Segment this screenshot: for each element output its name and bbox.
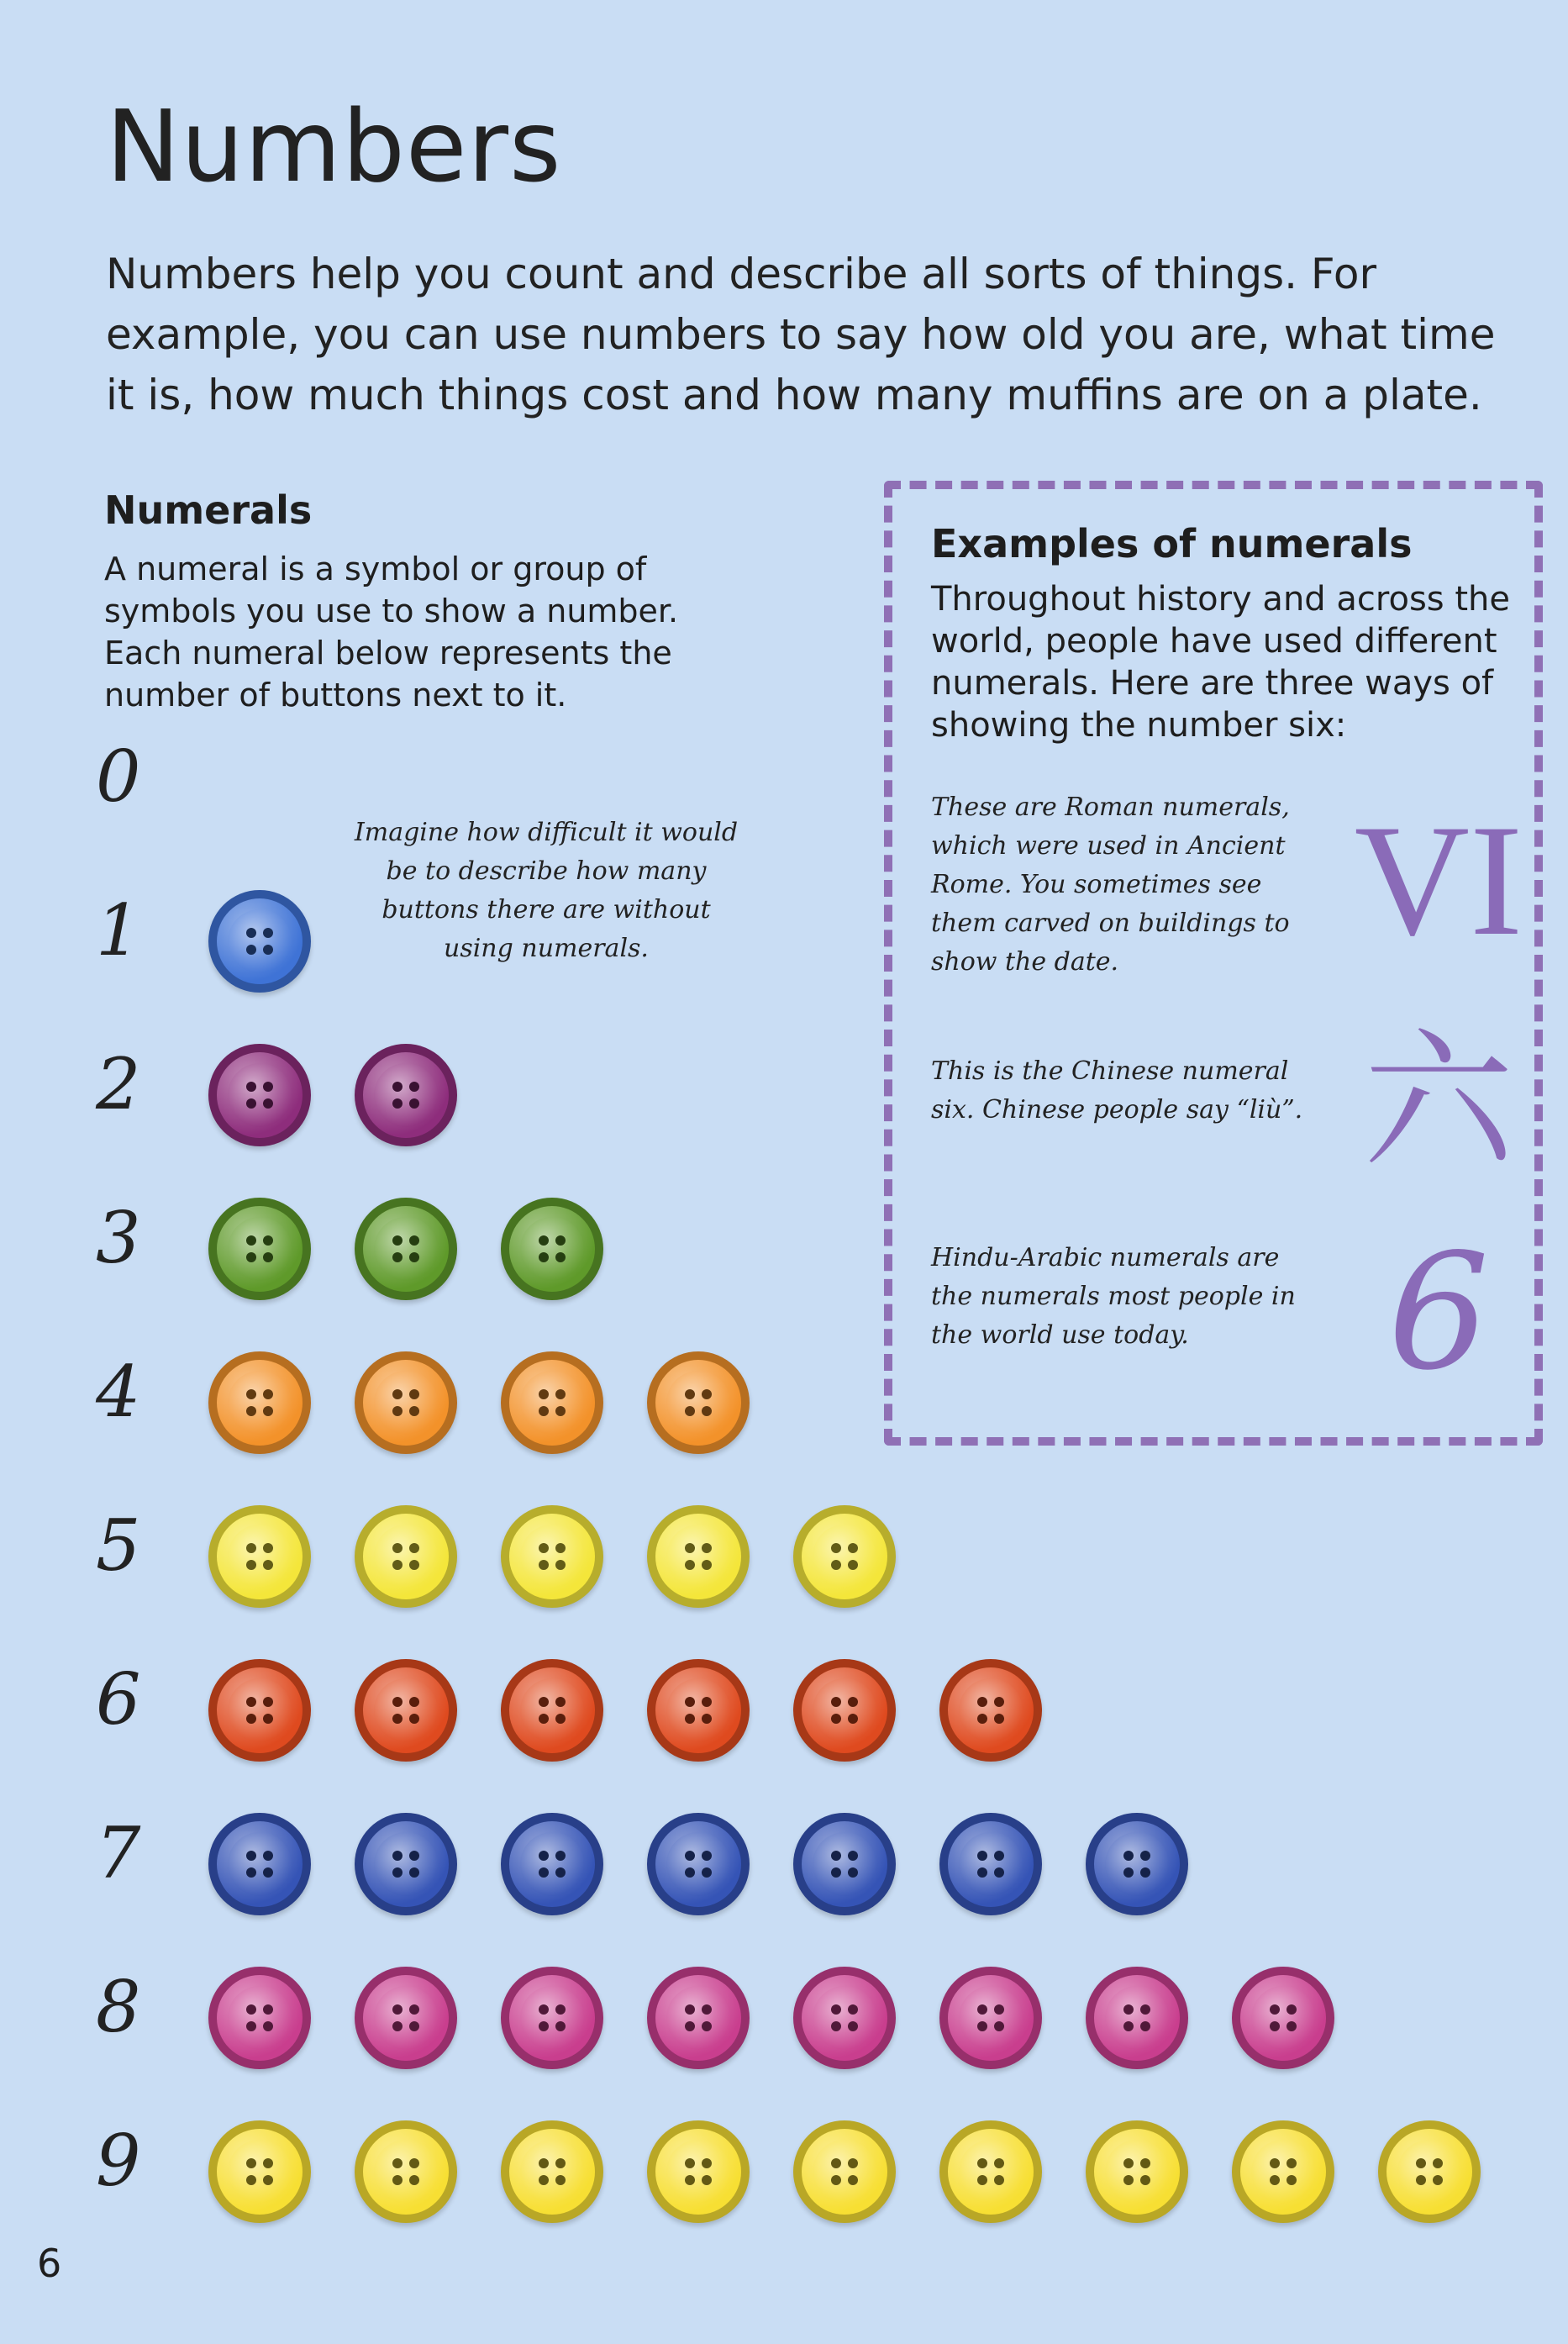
button-hole xyxy=(977,1697,987,1707)
button-center xyxy=(666,1678,730,1742)
button-hole xyxy=(685,2158,695,2168)
button-center xyxy=(228,1832,292,1896)
button-icon xyxy=(939,1813,1042,1915)
button-center xyxy=(228,1063,292,1127)
button-hole xyxy=(977,2004,987,2015)
button-hole xyxy=(1140,2004,1150,2015)
button-icon xyxy=(647,1505,750,1608)
button-icon xyxy=(501,1351,603,1454)
button-center xyxy=(1105,2140,1169,2204)
button-hole xyxy=(1123,2021,1134,2031)
button-center xyxy=(959,1832,1023,1896)
button-hole xyxy=(409,1098,419,1109)
button-hole xyxy=(392,1389,403,1399)
button-hole xyxy=(246,945,256,955)
button-hole xyxy=(1270,2175,1280,2185)
button-hole xyxy=(555,1697,566,1707)
button-icon xyxy=(793,1505,896,1608)
button-center xyxy=(813,1832,876,1896)
button-hole xyxy=(246,2175,256,2185)
button-icon xyxy=(355,1198,457,1300)
button-hole xyxy=(994,1851,1004,1861)
button-hole xyxy=(702,1406,712,1416)
button-hole xyxy=(392,1851,403,1861)
button-center xyxy=(520,1371,584,1435)
button-hole xyxy=(702,2158,712,2168)
button-hole xyxy=(831,2175,841,2185)
button-hole xyxy=(702,1560,712,1570)
button-hole xyxy=(263,945,273,955)
button-hole xyxy=(831,1697,841,1707)
button-hole xyxy=(702,1851,712,1861)
button-hole xyxy=(555,2021,566,2031)
button-icon xyxy=(208,1967,311,2069)
button-hole xyxy=(848,2021,858,2031)
button-center xyxy=(520,1217,584,1281)
button-hole xyxy=(539,1560,549,1570)
button-icon xyxy=(647,2120,750,2223)
button-hole xyxy=(555,1406,566,1416)
button-hole xyxy=(685,1543,695,1553)
button-center xyxy=(520,1525,584,1588)
button-hole xyxy=(246,1252,256,1262)
button-icon xyxy=(501,1813,603,1915)
button-hole xyxy=(539,1867,549,1878)
button-hole xyxy=(246,1098,256,1109)
button-center xyxy=(666,2140,730,2204)
button-hole xyxy=(685,1389,695,1399)
button-hole xyxy=(994,1714,1004,1724)
button-icon xyxy=(1086,2120,1188,2223)
button-icon xyxy=(355,1351,457,1454)
button-hole xyxy=(1123,1867,1134,1878)
button-hole xyxy=(409,2158,419,2168)
button-hole xyxy=(977,2158,987,2168)
button-hole xyxy=(539,1714,549,1724)
button-hole xyxy=(392,2004,403,2015)
button-hole xyxy=(685,1714,695,1724)
examples-heading: Examples of numerals xyxy=(931,521,1413,566)
button-hole xyxy=(409,1851,419,1861)
row-digit-2: 2 xyxy=(96,1043,141,1125)
button-hole xyxy=(1140,2021,1150,2031)
intro-paragraph: Numbers help you count and describe all sorts of things. For example, you can use numbers to say how old you are, what time it is, how much things cost and how many muffins are on a plate. xyxy=(106,250,1496,419)
button-hole xyxy=(685,1406,695,1416)
button-hole xyxy=(977,1867,987,1878)
button-hole xyxy=(392,1543,403,1553)
button-hole xyxy=(848,2158,858,2168)
button-hole xyxy=(539,1389,549,1399)
button-center xyxy=(813,1678,876,1742)
button-hole xyxy=(539,1252,549,1262)
button-center xyxy=(228,1678,292,1742)
button-hole xyxy=(263,1851,273,1861)
button-center xyxy=(374,1371,438,1435)
button-hole xyxy=(555,1543,566,1553)
button-hole xyxy=(994,1867,1004,1878)
button-hole xyxy=(263,2004,273,2015)
button-icon xyxy=(208,1659,311,1762)
button-hole xyxy=(1286,2004,1297,2015)
button-hole xyxy=(409,1389,419,1399)
button-hole xyxy=(246,1851,256,1861)
button-hole xyxy=(1123,1851,1134,1861)
button-hole xyxy=(392,1082,403,1092)
button-icon xyxy=(208,1198,311,1300)
button-center xyxy=(666,1525,730,1588)
examples-box xyxy=(884,481,1543,1446)
button-center xyxy=(1251,1986,1315,2050)
button-hole xyxy=(685,1867,695,1878)
button-icon xyxy=(793,1659,896,1762)
button-hole xyxy=(555,2158,566,2168)
button-hole xyxy=(555,1389,566,1399)
button-hole xyxy=(555,1560,566,1570)
button-hole xyxy=(409,2004,419,2015)
button-hole xyxy=(246,1714,256,1724)
button-hole xyxy=(263,1235,273,1246)
button-hole xyxy=(685,2021,695,2031)
button-hole xyxy=(1416,2175,1426,2185)
page-number: 6 xyxy=(37,2241,62,2286)
button-hole xyxy=(1123,2175,1134,2185)
button-icon xyxy=(355,1505,457,1608)
button-icon xyxy=(501,2120,603,2223)
button-hole xyxy=(848,1560,858,1570)
chinese-numeral-glyph: 六 xyxy=(1362,1014,1514,1190)
button-icon xyxy=(208,890,311,993)
button-center xyxy=(520,1678,584,1742)
button-hole xyxy=(1286,2021,1297,2031)
button-center xyxy=(374,1217,438,1281)
button-hole xyxy=(555,1714,566,1724)
button-icon xyxy=(501,1659,603,1762)
button-hole xyxy=(977,2021,987,2031)
button-hole xyxy=(1286,2158,1297,2168)
numerals-heading: Numerals xyxy=(104,487,313,533)
row-digit-9: 9 xyxy=(96,2120,141,2202)
button-hole xyxy=(685,2004,695,2015)
button-icon xyxy=(501,1505,603,1608)
button-hole xyxy=(246,2021,256,2031)
button-hole xyxy=(263,2158,273,2168)
button-icon xyxy=(939,1967,1042,2069)
button-hole xyxy=(555,1252,566,1262)
button-hole xyxy=(994,2021,1004,2031)
button-icon xyxy=(208,1044,311,1146)
button-center xyxy=(228,1986,292,2050)
button-center xyxy=(1251,2140,1315,2204)
button-hole xyxy=(831,2021,841,2031)
chinese-example-text: This is the Chinese numeral six. Chinese people say “liù”. xyxy=(931,1056,1303,1125)
button-icon xyxy=(1232,2120,1334,2223)
button-hole xyxy=(246,1697,256,1707)
button-hole xyxy=(831,1543,841,1553)
row-digit-0: 0 xyxy=(96,735,141,818)
button-hole xyxy=(409,1235,419,1246)
button-hole xyxy=(392,1560,403,1570)
button-hole xyxy=(246,1543,256,1553)
button-hole xyxy=(246,2004,256,2015)
button-hole xyxy=(263,1543,273,1553)
button-center xyxy=(666,1371,730,1435)
roman-numeral-glyph: VI xyxy=(1354,793,1523,969)
button-hole xyxy=(539,2158,549,2168)
button-center xyxy=(1397,2140,1461,2204)
button-hole xyxy=(685,1560,695,1570)
button-hole xyxy=(392,2175,403,2185)
button-hole xyxy=(409,1252,419,1262)
button-icon xyxy=(208,1813,311,1915)
button-center xyxy=(666,1986,730,2050)
button-hole xyxy=(702,1867,712,1878)
button-hole xyxy=(848,1851,858,1861)
row-digit-1: 1 xyxy=(96,889,141,972)
button-hole xyxy=(392,1714,403,1724)
row-digit-8: 8 xyxy=(96,1966,141,2048)
button-hole xyxy=(409,1543,419,1553)
button-hole xyxy=(702,2021,712,2031)
row-digit-7: 7 xyxy=(96,1812,141,1894)
button-hole xyxy=(831,2004,841,2015)
button-hole xyxy=(263,1867,273,1878)
button-hole xyxy=(409,1867,419,1878)
button-center xyxy=(1105,1986,1169,2050)
button-center xyxy=(813,2140,876,2204)
button-hole xyxy=(994,2158,1004,2168)
button-hole xyxy=(539,1235,549,1246)
button-hole xyxy=(1416,2158,1426,2168)
button-center xyxy=(228,1525,292,1588)
button-icon xyxy=(793,2120,896,2223)
button-hole xyxy=(1140,1851,1150,1861)
button-hole xyxy=(994,2004,1004,2015)
button-hole xyxy=(392,1406,403,1416)
roman-example-text: These are Roman numerals, which were used in Ancient Rome. You sometimes see them carved on buildings to show the date. xyxy=(931,793,1290,977)
button-icon xyxy=(939,1659,1042,1762)
button-hole xyxy=(263,1714,273,1724)
button-hole xyxy=(246,1406,256,1416)
button-hole xyxy=(848,1543,858,1553)
button-hole xyxy=(392,2021,403,2031)
button-hole xyxy=(1123,2158,1134,2168)
button-center xyxy=(228,2140,292,2204)
button-hole xyxy=(263,1697,273,1707)
button-hole xyxy=(246,2158,256,2168)
button-icon xyxy=(355,1967,457,2069)
button-icon xyxy=(208,1505,311,1608)
button-hole xyxy=(831,1560,841,1570)
button-hole xyxy=(263,1406,273,1416)
button-hole xyxy=(977,1714,987,1724)
button-center xyxy=(374,1832,438,1896)
button-hole xyxy=(246,1389,256,1399)
button-hole xyxy=(409,1714,419,1724)
button-hole xyxy=(1433,2158,1443,2168)
button-hole xyxy=(977,1851,987,1861)
button-hole xyxy=(1270,2158,1280,2168)
button-hole xyxy=(539,2021,549,2031)
row-digit-3: 3 xyxy=(96,1197,141,1279)
button-hole xyxy=(539,2175,549,2185)
button-icon xyxy=(1232,1967,1334,2069)
row-digit-4: 4 xyxy=(96,1351,141,1433)
button-center xyxy=(374,2140,438,2204)
row-digit-6: 6 xyxy=(96,1658,141,1741)
button-hole xyxy=(392,2158,403,2168)
button-hole xyxy=(1123,2004,1134,2015)
button-hole xyxy=(685,2175,695,2185)
examples-body: Throughout history and across the world, people have used different numerals. Here are three ways of showing the number six: xyxy=(931,580,1510,745)
button-icon xyxy=(355,1044,457,1146)
button-hole xyxy=(263,1560,273,1570)
button-hole xyxy=(409,1697,419,1707)
button-hole xyxy=(392,1252,403,1262)
button-hole xyxy=(848,2004,858,2015)
button-hole xyxy=(392,1098,403,1109)
button-hole xyxy=(831,1714,841,1724)
button-icon xyxy=(1086,1967,1188,2069)
button-center xyxy=(959,1678,1023,1742)
button-hole xyxy=(539,2004,549,2015)
button-icon xyxy=(501,1967,603,2069)
button-hole xyxy=(702,1714,712,1724)
button-hole xyxy=(848,1714,858,1724)
button-hole xyxy=(848,2175,858,2185)
button-hole xyxy=(246,1560,256,1570)
button-center xyxy=(374,1525,438,1588)
button-hole xyxy=(263,2021,273,2031)
button-center xyxy=(813,1986,876,2050)
button-center xyxy=(228,1217,292,1281)
button-hole xyxy=(1140,2158,1150,2168)
button-icon xyxy=(208,2120,311,2223)
button-hole xyxy=(702,1389,712,1399)
button-hole xyxy=(685,1851,695,1861)
button-center xyxy=(959,2140,1023,2204)
button-hole xyxy=(1140,1867,1150,1878)
button-hole xyxy=(831,1867,841,1878)
button-icon xyxy=(355,1813,457,1915)
button-hole xyxy=(246,928,256,938)
button-hole xyxy=(994,2175,1004,2185)
button-hole xyxy=(555,2004,566,2015)
button-hole xyxy=(1270,2004,1280,2015)
button-hole xyxy=(994,1697,1004,1707)
button-icon xyxy=(647,1813,750,1915)
button-icon xyxy=(647,1659,750,1762)
button-icon xyxy=(793,1967,896,2069)
numerals-body: A numeral is a symbol or group of symbols you use to show a number. Each numeral below represents the number of buttons next to it. xyxy=(104,550,679,714)
button-hole xyxy=(392,1235,403,1246)
button-center xyxy=(228,909,292,973)
button-icon xyxy=(793,1813,896,1915)
button-hole xyxy=(555,1235,566,1246)
button-hole xyxy=(246,1235,256,1246)
button-center xyxy=(374,1986,438,2050)
button-hole xyxy=(409,1560,419,1570)
button-hole xyxy=(263,1252,273,1262)
button-center xyxy=(374,1063,438,1127)
button-hole xyxy=(702,2004,712,2015)
button-hole xyxy=(1270,2021,1280,2031)
button-hole xyxy=(263,928,273,938)
button-hole xyxy=(555,2175,566,2185)
button-hole xyxy=(392,1697,403,1707)
button-icon xyxy=(647,1351,750,1454)
button-icon xyxy=(647,1967,750,2069)
button-hole xyxy=(409,1082,419,1092)
button-hole xyxy=(702,1543,712,1553)
button-hole xyxy=(831,1851,841,1861)
button-icon xyxy=(355,1659,457,1762)
button-center xyxy=(374,1678,438,1742)
button-hole xyxy=(555,1851,566,1861)
button-hole xyxy=(409,2021,419,2031)
button-hole xyxy=(246,1867,256,1878)
arabic-example-text: Hindu-Arabic numerals are the numerals most people in the world use today. xyxy=(931,1243,1296,1350)
page-title: Numbers xyxy=(106,88,562,204)
button-hole xyxy=(263,1098,273,1109)
button-center xyxy=(959,1986,1023,2050)
button-center xyxy=(666,1832,730,1896)
button-icon xyxy=(355,2120,457,2223)
button-hole xyxy=(702,2175,712,2185)
button-hole xyxy=(1140,2175,1150,2185)
button-hole xyxy=(848,1697,858,1707)
button-center xyxy=(520,1832,584,1896)
button-icon xyxy=(1378,2120,1481,2223)
button-icon xyxy=(1086,1813,1188,1915)
button-hole xyxy=(539,1406,549,1416)
button-hole xyxy=(831,2158,841,2168)
button-center xyxy=(520,2140,584,2204)
button-hole xyxy=(246,1082,256,1092)
button-center xyxy=(520,1986,584,2050)
row-digit-5: 5 xyxy=(96,1504,141,1587)
button-hole xyxy=(539,1851,549,1861)
button-hole xyxy=(392,1867,403,1878)
button-hole xyxy=(685,1697,695,1707)
button-hole xyxy=(263,1082,273,1092)
button-icon xyxy=(208,1351,311,1454)
button-hole xyxy=(848,1867,858,1878)
button-center xyxy=(813,1525,876,1588)
button-icon xyxy=(501,1198,603,1300)
button-hole xyxy=(977,2175,987,2185)
button-center xyxy=(1105,1832,1169,1896)
button-hole xyxy=(263,1389,273,1399)
button-hole xyxy=(409,2175,419,2185)
button-hole xyxy=(263,2175,273,2185)
button-hole xyxy=(539,1543,549,1553)
arabic-numeral-glyph: 6 xyxy=(1387,1219,1490,1405)
button-icon xyxy=(939,2120,1042,2223)
side-note: Imagine how difficult it would be to describe how many buttons there are without using numerals. xyxy=(354,818,739,963)
button-hole xyxy=(555,1867,566,1878)
button-hole xyxy=(1286,2175,1297,2185)
button-hole xyxy=(539,1697,549,1707)
button-hole xyxy=(1433,2175,1443,2185)
button-hole xyxy=(409,1406,419,1416)
button-hole xyxy=(702,1697,712,1707)
button-center xyxy=(228,1371,292,1435)
